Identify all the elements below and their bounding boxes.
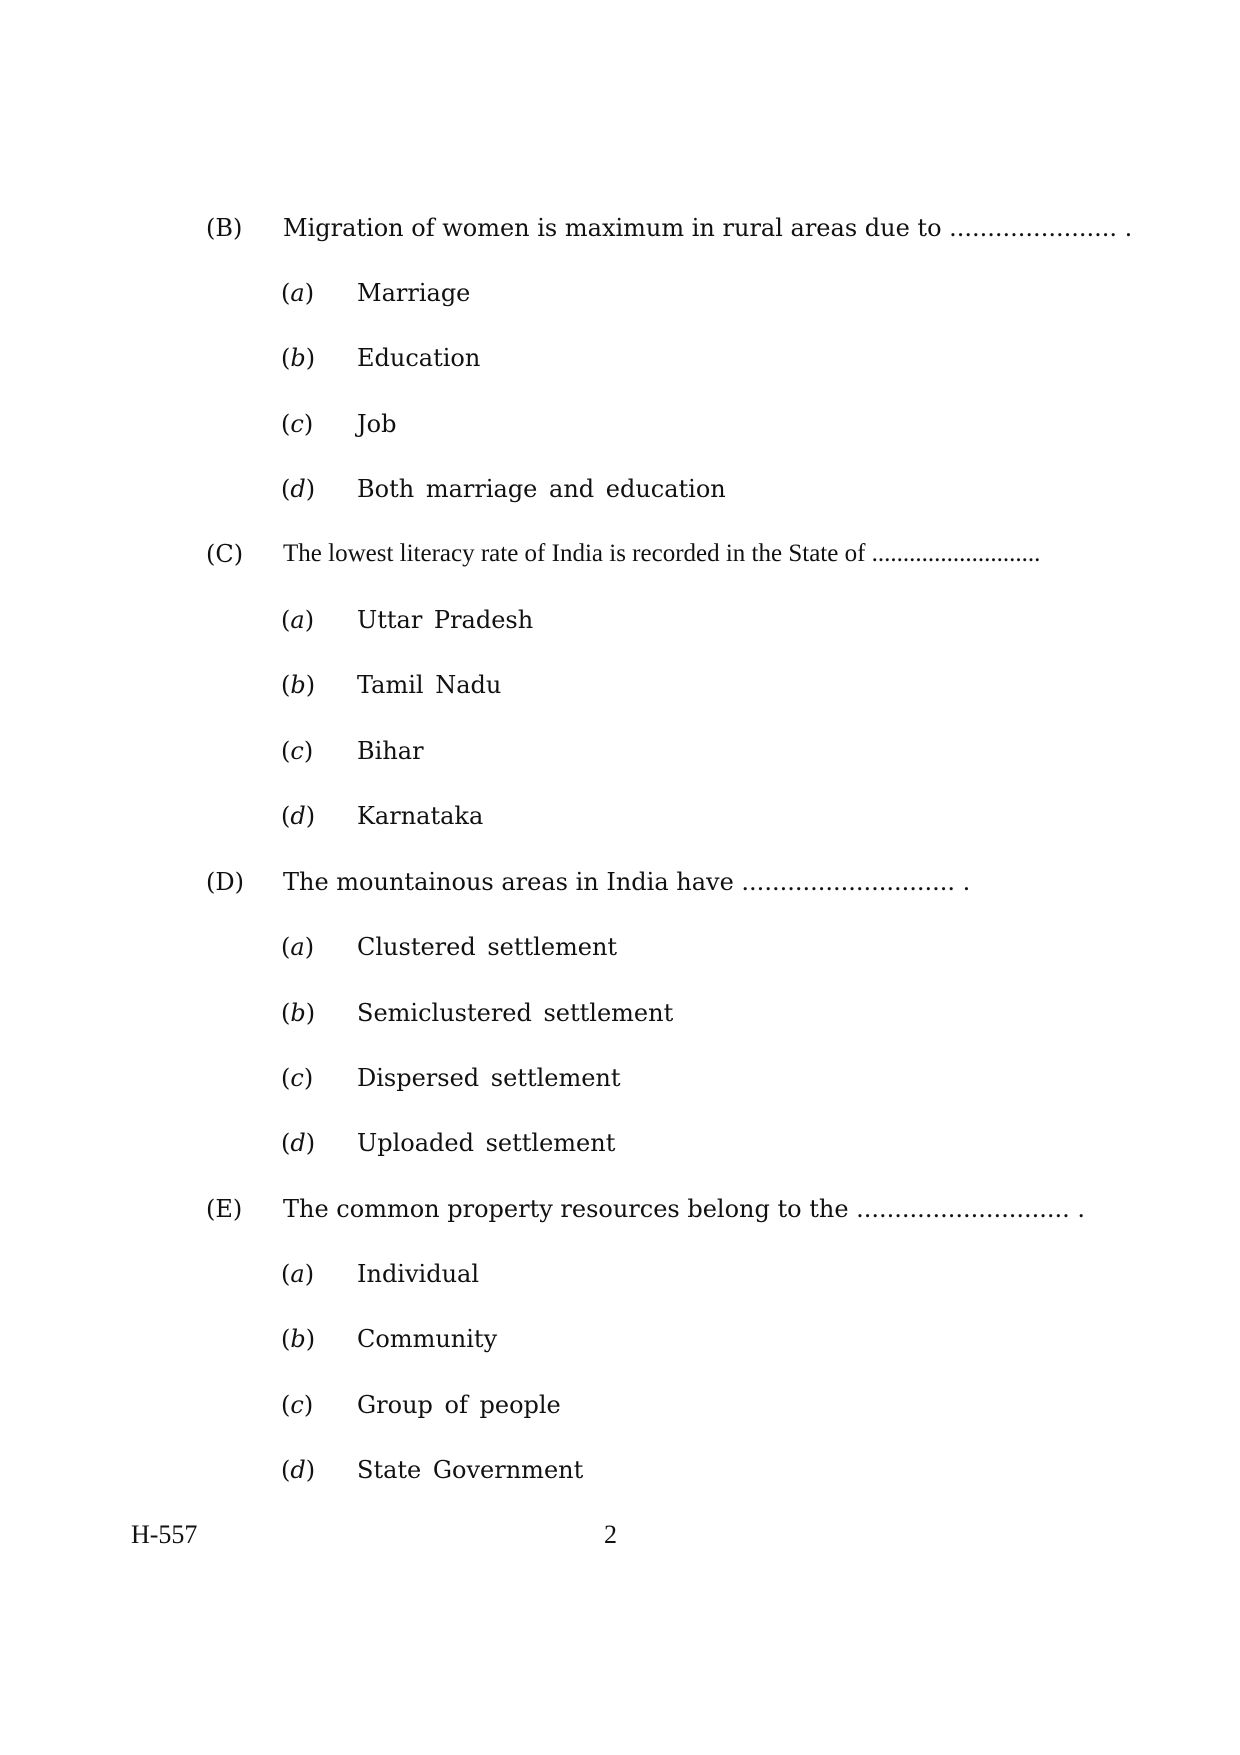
question-text: Migration of women is maximum in rural areas due to ...................... . xyxy=(283,214,1133,242)
option-label: (d) xyxy=(281,1129,316,1157)
option-label: (b) xyxy=(281,671,316,699)
question-label: (C) xyxy=(206,540,244,568)
option-text: Education xyxy=(357,344,481,372)
option-label: (a) xyxy=(281,606,315,634)
option-label: (d) xyxy=(281,1456,316,1484)
option-text: Bihar xyxy=(357,737,424,765)
option-text: Clustered settlement xyxy=(357,933,618,961)
option-text: Individual xyxy=(357,1260,480,1288)
option-label: (c) xyxy=(281,1391,314,1419)
option-label: (c) xyxy=(281,737,314,765)
option-label: (a) xyxy=(281,933,315,961)
option-text: Tamil Nadu xyxy=(357,671,502,699)
option-text: Community xyxy=(357,1325,498,1353)
question-text: The common property resources belong to the ............................ . xyxy=(283,1195,1086,1223)
question-text: The lowest literacy rate of India is recorded in the State of ........................... xyxy=(283,540,1041,567)
option-label: (a) xyxy=(281,1260,315,1288)
question-label: (B) xyxy=(206,214,243,242)
option-text: Uttar Pradesh xyxy=(357,606,534,634)
option-text: Marriage xyxy=(357,279,471,307)
option-label: (c) xyxy=(281,1064,314,1092)
option-text: Job xyxy=(357,410,397,438)
page-number: 2 xyxy=(604,1520,617,1549)
question-label: (D) xyxy=(206,868,244,896)
question-text: The mountainous areas in India have ............................ . xyxy=(283,868,971,896)
option-text: Karnataka xyxy=(357,802,484,830)
option-label: (b) xyxy=(281,999,316,1027)
question-label: (E) xyxy=(206,1195,243,1223)
option-label: (d) xyxy=(281,475,316,503)
option-text: Uploaded settlement xyxy=(357,1129,616,1157)
paper-code: H-557 xyxy=(131,1520,198,1549)
option-label: (b) xyxy=(281,344,316,372)
option-label: (b) xyxy=(281,1325,316,1353)
option-label: (d) xyxy=(281,802,316,830)
option-label: (a) xyxy=(281,279,315,307)
option-text: Both marriage and education xyxy=(357,475,726,503)
option-text: Dispersed settlement xyxy=(357,1064,621,1092)
option-text: Group of people xyxy=(357,1391,561,1419)
option-text: Semiclustered settlement xyxy=(357,999,674,1027)
option-label: (c) xyxy=(281,410,314,438)
option-text: State Government xyxy=(357,1456,584,1484)
